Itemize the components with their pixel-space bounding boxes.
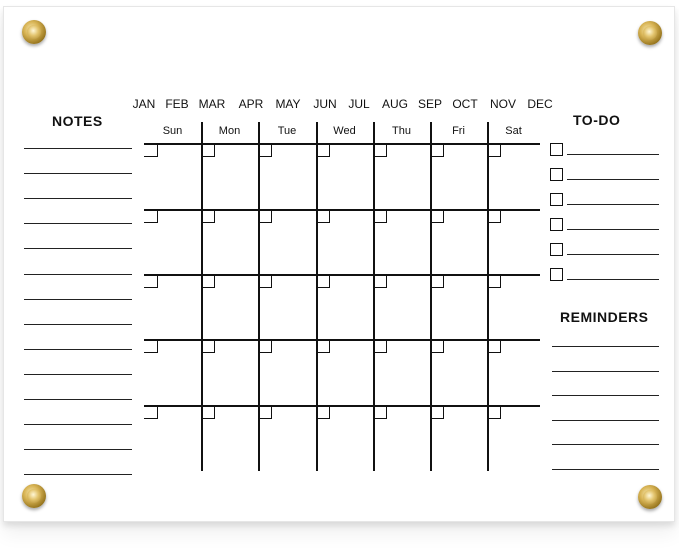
- date-box: [258, 405, 272, 419]
- notes-title: NOTES: [52, 113, 103, 129]
- month-label: MAR: [198, 97, 226, 111]
- weekday-divider: [373, 122, 375, 143]
- month-label: JUL: [348, 97, 370, 111]
- todo-checkbox: [550, 268, 563, 281]
- weekday-label: Wed: [333, 125, 356, 137]
- date-box: [144, 209, 158, 223]
- date-box: [430, 405, 444, 419]
- todo-line: [567, 254, 659, 255]
- day-column-line: [258, 143, 260, 471]
- todo-checkbox: [550, 168, 563, 181]
- date-box: [373, 274, 387, 288]
- date-box: [487, 143, 501, 157]
- date-box: [373, 405, 387, 419]
- date-box: [487, 405, 501, 419]
- date-box: [144, 274, 158, 288]
- todo-checkbox: [550, 143, 563, 156]
- date-box: [316, 209, 330, 223]
- date-box: [144, 143, 158, 157]
- notes-line: [24, 474, 132, 475]
- weekday-divider: [258, 122, 260, 143]
- date-box: [487, 339, 501, 353]
- date-box: [144, 339, 158, 353]
- date-box: [258, 339, 272, 353]
- notes-line: [24, 399, 132, 400]
- reminder-line: [552, 371, 659, 372]
- todo-checkbox: [550, 243, 563, 256]
- day-column-line: [373, 143, 375, 471]
- notes-line: [24, 299, 132, 300]
- standoff-bottom-left: [22, 484, 46, 508]
- date-box: [373, 339, 387, 353]
- todo-checkbox: [550, 218, 563, 231]
- reminder-line: [552, 469, 659, 470]
- todo-line: [567, 204, 659, 205]
- standoff-bottom-right: [638, 485, 662, 509]
- standoff-top-left: [22, 20, 46, 44]
- month-label: MAY: [275, 97, 301, 111]
- weekday-divider: [201, 122, 203, 143]
- reminder-line: [552, 444, 659, 445]
- date-box: [258, 209, 272, 223]
- reminder-line: [552, 420, 659, 421]
- date-box: [487, 209, 501, 223]
- date-box: [487, 274, 501, 288]
- date-box: [316, 274, 330, 288]
- todo-line: [567, 279, 659, 280]
- notes-line: [24, 424, 132, 425]
- date-box: [201, 339, 215, 353]
- month-label: APR: [238, 97, 264, 111]
- notes-line: [24, 324, 132, 325]
- notes-line: [24, 148, 132, 149]
- month-label: NOV: [489, 97, 516, 111]
- day-column-line: [487, 143, 489, 471]
- date-box: [201, 405, 215, 419]
- date-box: [373, 209, 387, 223]
- notes-line: [24, 223, 132, 224]
- weekday-label: Sun: [162, 125, 183, 137]
- notes-line: [24, 449, 132, 450]
- reminder-line: [552, 346, 659, 347]
- notes-line: [24, 173, 132, 174]
- notes-line: [24, 374, 132, 375]
- month-label: OCT: [452, 97, 478, 111]
- day-column-line: [316, 143, 318, 471]
- notes-line: [24, 274, 132, 275]
- date-box: [316, 143, 330, 157]
- reminder-line: [552, 395, 659, 396]
- date-box: [430, 143, 444, 157]
- weekday-label: Sat: [505, 125, 522, 137]
- day-column-line: [201, 143, 203, 471]
- date-box: [258, 143, 272, 157]
- weekday-label: Thu: [392, 125, 411, 137]
- date-box: [430, 209, 444, 223]
- notes-line: [24, 248, 132, 249]
- todo-line: [567, 229, 659, 230]
- weekday-divider: [430, 122, 432, 143]
- weekday-label: Mon: [218, 125, 241, 137]
- weekday-divider: [316, 122, 318, 143]
- todo-line: [567, 154, 659, 155]
- date-box: [201, 274, 215, 288]
- todo-title: TO-DO: [573, 112, 621, 128]
- weekday-label: Tue: [277, 125, 297, 137]
- date-box: [316, 405, 330, 419]
- weekday-divider: [487, 122, 489, 143]
- notes-line: [24, 349, 132, 350]
- notes-line: [24, 198, 132, 199]
- date-box: [258, 274, 272, 288]
- month-label: AUG: [381, 97, 408, 111]
- date-box: [430, 339, 444, 353]
- date-box: [144, 405, 158, 419]
- reminders-title: REMINDERS: [560, 309, 649, 325]
- month-label: FEB: [165, 97, 189, 111]
- date-box: [316, 339, 330, 353]
- weekday-label: Fri: [452, 125, 465, 137]
- month-label: SEP: [417, 97, 442, 111]
- date-box: [373, 143, 387, 157]
- month-label: JUN: [313, 97, 337, 111]
- todo-line: [567, 179, 659, 180]
- date-box: [201, 143, 215, 157]
- todo-checkbox: [550, 193, 563, 206]
- standoff-top-right: [638, 21, 662, 45]
- date-box: [430, 274, 444, 288]
- day-column-line: [430, 143, 432, 471]
- month-label: JAN: [132, 97, 156, 111]
- month-label: DEC: [527, 97, 553, 111]
- date-box: [201, 209, 215, 223]
